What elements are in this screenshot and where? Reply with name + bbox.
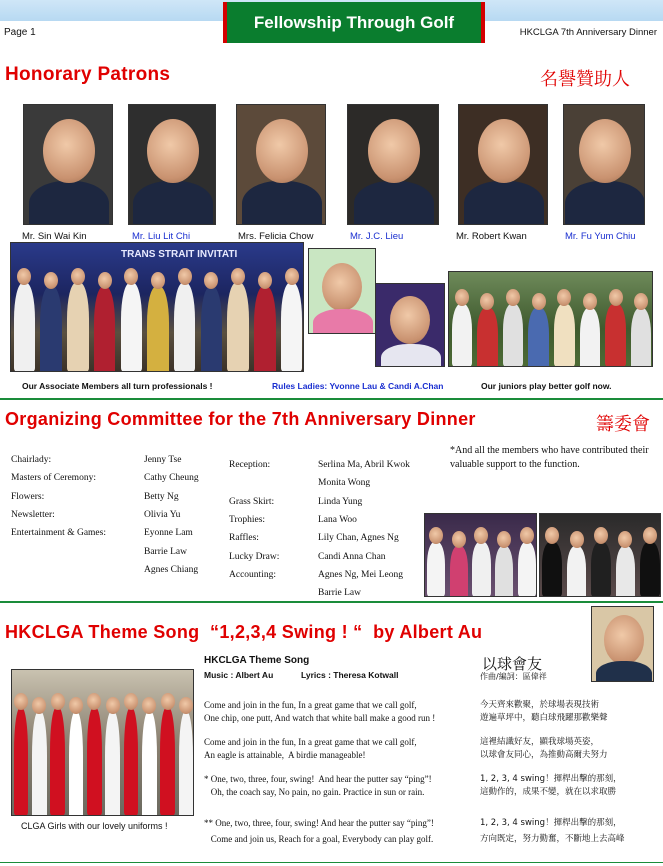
committee-member: Candi Anna Chan (318, 551, 386, 562)
patron-name: Mrs. Felicia Chow (238, 231, 314, 242)
committee-title: Organizing Committee for the 7th Anniversary Dinner (5, 409, 476, 429)
verse-line: Come and join in the fun, In a great game that we call golf, (204, 737, 417, 747)
page-number: Page 1 (4, 27, 36, 38)
committee-member: Olivia Yu (144, 509, 181, 520)
committee-role: Newsletter: (11, 509, 55, 520)
patron-photo (128, 104, 216, 225)
committee-member: Jenny Tse (144, 455, 182, 465)
juniors-photo (448, 271, 653, 367)
zh-lyric-line: 方向既定，努力勤奮，不斷地上去高峰 (480, 834, 625, 844)
patron-name: Mr. Fu Yum Chiu (565, 231, 636, 242)
zh-lyric-line: 1, 2, 3, 4 swing！揮桿出擊的那刻， (480, 774, 622, 784)
zh-lyric-line: 這動作的，成果不變，就在以求取勝 (480, 787, 617, 797)
song-heading: HKCLGA Theme Song (204, 655, 310, 666)
committee-title-zh: 籌委會 (596, 414, 650, 435)
clga-girls-photo (11, 669, 194, 816)
song-music-credit: Music : Albert Au (204, 670, 274, 680)
rules-lady-photo-2 (375, 283, 445, 367)
committee-member: Betty Ng (144, 491, 179, 502)
committee-role: Chairlady: (11, 455, 52, 465)
committee-member: Lana Woo (318, 514, 357, 525)
committee-member: Monita Wong (318, 478, 371, 489)
committee-role: Trophies: (229, 514, 266, 525)
verse-line: ** One, two, three, four, swing! And hear the putter say “ping”! (204, 818, 434, 828)
committee-role: Masters of Ceremony: (11, 473, 96, 484)
patron-name: Mr. Sin Wai Kin (22, 231, 87, 242)
albert-au-photo (591, 606, 654, 682)
committee-role: Grass Skirt: (229, 496, 275, 507)
song-lyrics-credit: Lyrics : Theresa Kotwall (301, 670, 399, 680)
committee-role: Entertainment & Games: (11, 528, 106, 539)
patrons-title: Honorary Patrons (5, 64, 171, 85)
song-credit-zh: 作曲/編詞：區偉祥 (480, 672, 547, 681)
bottom-rule (0, 862, 663, 863)
committee-member: Barrie Law (144, 546, 187, 557)
juniors-caption: Our juniors play better golf now. (481, 381, 612, 391)
verse-line: One chip, one putt, And watch that white ball make a good run ! (204, 713, 436, 723)
committee-member: Agnes Chiang (144, 564, 199, 575)
verse-line: Come and join in the fun, In a great game that we call golf, (204, 700, 417, 710)
patron-photo (236, 104, 326, 225)
rules-lady-photo-1 (308, 248, 376, 334)
committee-role: Lucky Draw: (229, 551, 280, 562)
zh-lyric-line: 這裡結識好友，顯我球場英姿， (480, 737, 600, 747)
committee-photo-1 (424, 513, 537, 597)
verse-line: * One, two, three, four, swing! And hear the putter say “ping”! (204, 774, 432, 784)
section-divider (0, 601, 663, 603)
committee-member: Linda Yung (318, 496, 363, 507)
committee-photo-2 (539, 513, 661, 597)
committee-role: Accounting: (229, 569, 276, 580)
committee-role: Flowers: (11, 491, 45, 502)
patrons-title-zh: 名譽贊助人 (540, 69, 630, 90)
committee-member: Barrie Law (318, 588, 361, 599)
patron-photo (347, 104, 439, 225)
committee-member: Lily Chan, Agnes Ng (318, 533, 399, 544)
committee-note: *And all the members who have contributed their valuable support to the function. (450, 445, 649, 470)
committee-member: Eyonne Lam (144, 528, 193, 539)
patron-photo (23, 104, 113, 225)
committee-role: Reception: (229, 460, 271, 470)
zh-lyric-line: 今天齊來歡聚，於球場表現技術 (480, 700, 600, 710)
committee-member: Agnes Ng, Mei Leong (318, 569, 403, 580)
event-title: HKCLGA 7th Anniversary Dinner (519, 27, 657, 38)
song-title: HKCLGA Theme Song “1,2,3,4 Swing ! “ by Albert Au (5, 622, 483, 642)
associates-photo (10, 242, 304, 372)
patron-photo (563, 104, 645, 225)
zh-lyric-line: 1, 2, 3, 4 swing！揮桿出擊的那刻， (480, 818, 622, 828)
song-title-zh: 以球會友 (482, 655, 543, 673)
zh-lyric-line: 以球會友同心，為推動高爾夫努力 (480, 750, 608, 760)
verse-line: An eagle is attainable, A birdie manageable! (204, 750, 366, 760)
patron-name: Mr. Robert Kwan (456, 231, 527, 242)
committee-role: Raffles: (229, 533, 259, 544)
banner-text: TRANS STRAIT INVITATI (121, 249, 238, 260)
rules-caption: Rules Ladies: Yvonne Lau & Candi A.Chan (272, 381, 444, 391)
patron-name: Mr. Liu Lit Chi (132, 231, 191, 242)
committee-member: Cathy Cheung (144, 473, 199, 484)
section-divider (0, 398, 663, 400)
zh-lyric-line: 遊遍草坪中，聽白球飛躍那歡樂聲 (480, 713, 608, 723)
committee-member: Serlina Ma, Abril Kwok (318, 460, 410, 470)
patron-name: Mr. J.C. Lieu (350, 231, 404, 242)
associates-caption: Our Associate Members all turn professionals ! (22, 381, 213, 391)
patron-photo (458, 104, 548, 225)
banner-title: Fellowship Through Golf (223, 2, 485, 43)
girls-caption: CLGA Girls with our lovely uniforms ! (21, 821, 168, 831)
verse-line: Oh, the coach say, No pain, no gain. Practice in sun or rain. (204, 787, 425, 797)
verse-line: Come and join us, Reach for a goal, Everybody can play golf. (204, 834, 434, 844)
